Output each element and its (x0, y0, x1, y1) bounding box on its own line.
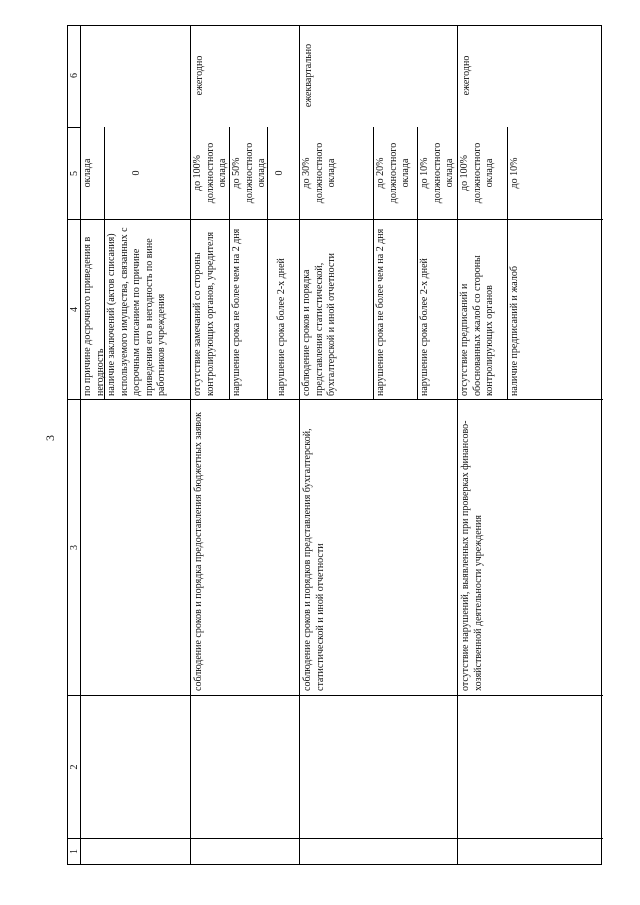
condition-cell: нарушение срока более 2-х дней (268, 219, 300, 399)
row-number-cell (300, 838, 457, 864)
amount-cell: до 10% (509, 157, 520, 189)
frequency-cell (81, 24, 190, 127)
amount-cell: оклада (82, 158, 93, 188)
sub-row (300, 127, 374, 399)
page-number: 3 (43, 435, 57, 441)
frequency-cell: ежегодно (194, 55, 205, 96)
sub-row (508, 127, 603, 399)
frequency-cell: ежегодно (461, 55, 472, 96)
condition-cell: нарушение срока не более чем на 2 дня (230, 219, 267, 399)
criterion-cell: соблюдение сроков и порядка предоставления бюджетных заявок (191, 399, 299, 695)
condition-cell: по причине досрочного приведения в негодность (81, 219, 104, 399)
amount-cell: до 100% должностного оклада (192, 142, 228, 204)
table-row (191, 26, 300, 864)
table-row (81, 26, 191, 864)
amount-cell: до 10% должностного оклада (419, 142, 455, 204)
amount-cell: 0 (274, 170, 285, 176)
sub-row (81, 127, 105, 399)
amount-cell: до 100% должностного оклада (459, 142, 495, 204)
header-col-2: 2 (68, 695, 81, 838)
sub-row (458, 127, 508, 399)
row-name-cell (300, 695, 457, 838)
amount-cell: до 50% должностного оклада (231, 142, 267, 204)
table-row (300, 26, 458, 864)
header-col-5: 5 (68, 127, 81, 219)
condition-cell: наличие заключений (актов списания) используемого имущества, связанных с досрочным списанием по причине приведения его в негодность по вине работников учреждения (105, 219, 191, 399)
table-row (458, 26, 603, 864)
condition-cell: отсутствие предписаний и обоснованных жалоб со стороны контролирующих органов (458, 219, 507, 399)
sub-row (230, 127, 268, 399)
table-header (68, 26, 81, 864)
row-name-cell (191, 695, 299, 838)
row-number-cell (81, 838, 190, 864)
amount-cell: до 30% должностного оклада (301, 142, 337, 204)
sub-row (105, 127, 191, 399)
header-col-6: 6 (69, 73, 80, 78)
sub-row (418, 127, 458, 399)
amount-cell: 0 (131, 170, 142, 176)
header-col-3: 3 (68, 399, 81, 695)
criterion-cell: отсутствие нарушений, выявленных при проверках финансово-хозяйственной деятельности учреждения (458, 399, 603, 695)
row-name-cell (458, 695, 603, 838)
header-col-1: 1 (68, 838, 81, 864)
row-number-cell (191, 838, 299, 864)
condition-cell: отсутствие замечаний со стороны контролирующих органов, учредителя (191, 219, 229, 399)
criteria-table (67, 25, 602, 865)
condition-cell: нарушение срока не более чем на 2 дня (374, 219, 417, 399)
amount-cell: до 20% должностного оклада (375, 142, 411, 204)
sub-row (268, 127, 300, 399)
condition-cell: соблюдение сроков и порядка представления статистической, бухгалтерской и иной отчетности (300, 219, 373, 399)
sub-row (191, 127, 230, 399)
condition-cell: нарушение срока более 2-х дней (418, 219, 458, 399)
row-name-cell (81, 695, 190, 838)
sub-row (374, 127, 418, 399)
header-col-4: 4 (68, 219, 81, 399)
criterion-cell: соблюдение сроков и порядков представления бухгалтерской, статистической и иной отчетности (300, 399, 457, 695)
condition-cell: наличие предписаний и жалоб (508, 219, 603, 399)
criterion-cell (81, 399, 190, 695)
frequency-cell: ежеквартально (303, 43, 314, 108)
row-number-cell (458, 838, 603, 864)
